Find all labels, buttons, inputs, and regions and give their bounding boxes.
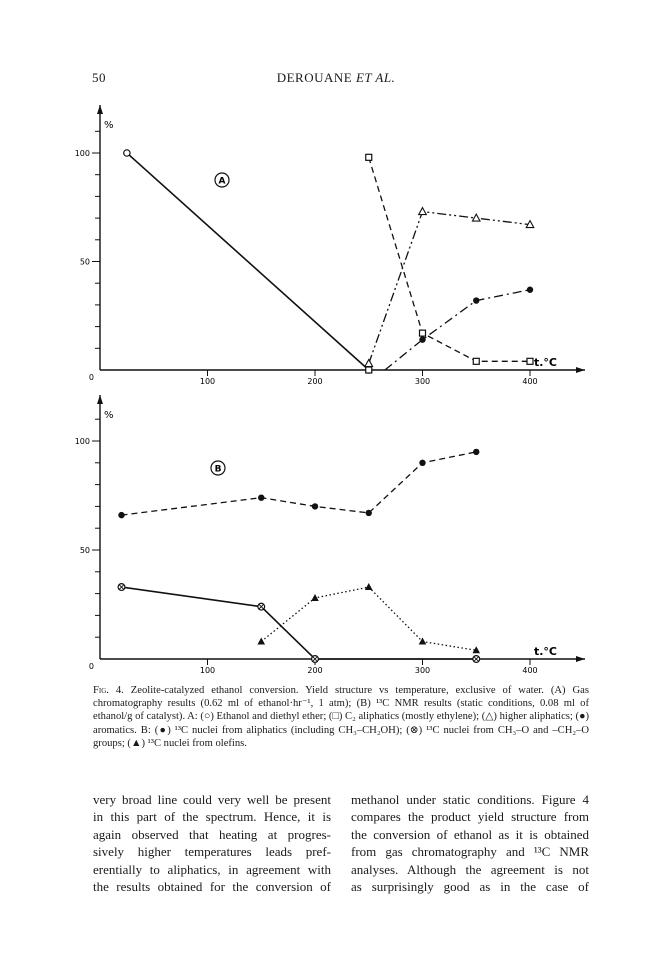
- panel-label: B: [214, 464, 222, 475]
- chart-panel-a: [75, 105, 585, 386]
- figure-caption: Fig. 4. Zeolite-catalyzed ethanol conversion. Yield structure vs temperature, exclusive of water. (A) Gas chromatography results (0.62 ml of ethanol·hr⁻¹, 1 atm); (B) ¹³C NMR results (static conditions, 0.08 ml of ethanol/g of catalyst). A: (○) Ethanol and diethyl ether; (□) C₂ aliphatics (mostly ethylene); (△) higher aliphatics; (●) aromatics. B: (●) ¹³C nuclei from aliphatics (including CH₃–CH₂OH); (⊗) ¹³C nuclei from CH₃–O and –CH₂–O groups; (▲) ¹³C nuclei from olefins.: [93, 685, 589, 749]
- x-axis-arrow: [576, 656, 585, 662]
- filled-circle-marker: [312, 503, 318, 509]
- caption-label: Fig. 4.: [93, 685, 124, 696]
- y-tick-label: 50: [79, 546, 90, 555]
- x-axis-label: t.°C: [534, 356, 558, 369]
- filled-circle-marker: [419, 460, 425, 466]
- right-column-line: as surprisingly good as in the case of: [351, 879, 589, 895]
- series-line: [261, 587, 476, 650]
- filled-triangle-marker: [257, 638, 265, 645]
- series-line: [385, 290, 530, 370]
- x-tick-label: 100: [199, 377, 216, 386]
- x-tick-label: 400: [522, 377, 538, 386]
- left-column-line: erentially to aliphatics, in agreement with: [93, 861, 331, 877]
- filled-circle-marker: [118, 512, 124, 518]
- left-column-line: sively higher temperatures leads pref-: [93, 844, 331, 860]
- x-axis-label: t.°C: [534, 645, 558, 658]
- x-tick-label: 200: [307, 666, 323, 675]
- left-column-line: in this part of the spectrum. Hence, it is: [93, 809, 331, 825]
- y-tick-label: 50: [79, 257, 90, 267]
- panel-label: A: [218, 176, 226, 187]
- left-column-line: the results obtained for the conversion of: [93, 879, 331, 895]
- open-square-marker: [366, 367, 372, 373]
- right-column-line: methanol under static conditions. Figure 4: [351, 792, 589, 807]
- x-tick-label: 300: [414, 377, 431, 386]
- series-line: [122, 587, 477, 659]
- filled-triangle-marker: [311, 594, 319, 601]
- right-column-line: the conversion of ethanol as it is obtained: [351, 826, 589, 842]
- chart-panel-b: [75, 395, 585, 675]
- x-tick-label: 100: [199, 666, 216, 675]
- filled-circle-marker: [419, 336, 425, 342]
- y-axis-label: %: [104, 120, 114, 131]
- y-tick-label: 100: [74, 437, 90, 446]
- filled-circle-marker: [527, 287, 533, 293]
- body-right-column: [351, 791, 589, 895]
- origin-label: 0: [88, 662, 94, 671]
- y-axis-arrow: [97, 105, 103, 114]
- left-column-line: very broad line could very well be present: [93, 792, 331, 807]
- body-left-column: [93, 791, 331, 895]
- open-square-marker: [366, 154, 372, 160]
- filled-circle-marker: [258, 494, 264, 500]
- x-tick-label: 200: [307, 377, 323, 386]
- x-tick-label: 400: [522, 666, 538, 675]
- open-triangle-marker: [419, 208, 427, 215]
- x-tick-label: 300: [414, 666, 431, 675]
- open-square-marker: [473, 358, 479, 364]
- right-column-line: compares the product yield structure from: [351, 809, 589, 825]
- y-tick-label: 100: [74, 149, 90, 158]
- origin-label: 0: [88, 373, 94, 382]
- right-column-line: analyses. Although the agreement is not: [351, 861, 589, 877]
- open-circle-marker: [124, 150, 130, 156]
- filled-circle-marker: [366, 510, 372, 516]
- running-head-authors: DEROUANE: [276, 70, 353, 85]
- y-axis-label: %: [104, 410, 114, 421]
- open-triangle-marker: [365, 359, 373, 366]
- series-line: [369, 157, 530, 361]
- y-axis-arrow: [97, 395, 103, 404]
- open-square-marker: [420, 330, 426, 336]
- x-axis-arrow: [576, 367, 585, 373]
- filled-triangle-marker: [365, 583, 373, 590]
- right-column-line: from gas chromatography and ¹³C NMR: [351, 844, 589, 860]
- open-triangle-marker: [472, 214, 480, 221]
- page-number: 50: [92, 70, 106, 85]
- filled-circle-marker: [473, 449, 479, 455]
- running-head-etal: ET AL.: [355, 70, 396, 85]
- open-square-marker: [527, 358, 533, 364]
- filled-circle-marker: [473, 297, 479, 303]
- left-column-line: again observed that heating at progres-: [93, 826, 331, 842]
- series-line: [127, 153, 369, 370]
